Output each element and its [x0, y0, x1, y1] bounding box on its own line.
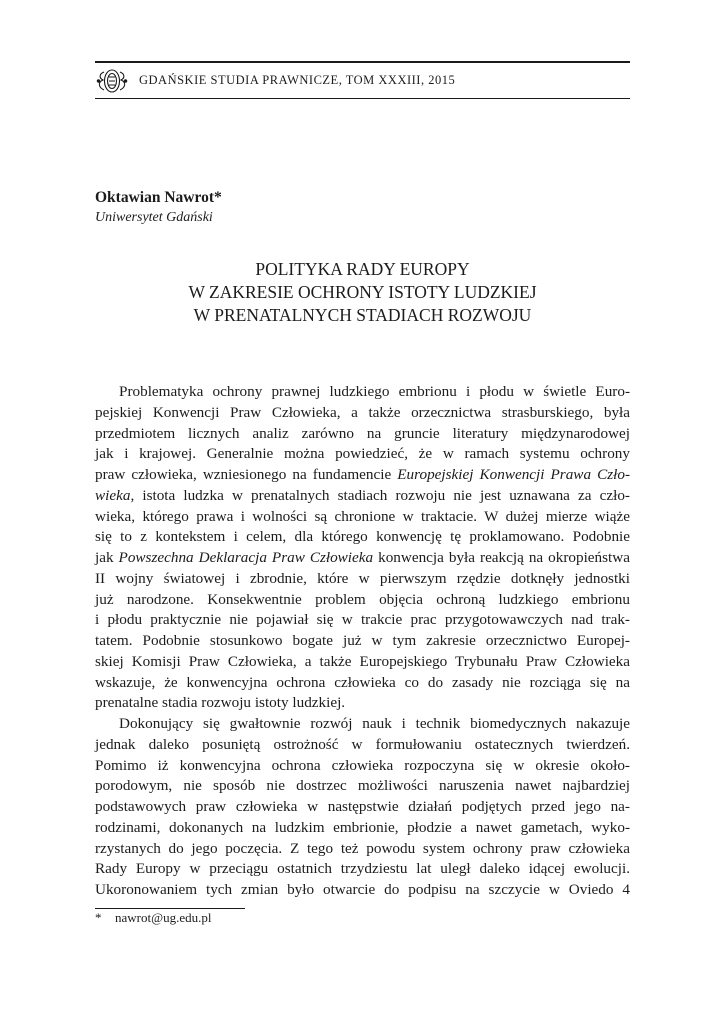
body-text: konwencja była reakcją na okropieństwa: [373, 549, 630, 566]
footnote-mark: *: [95, 910, 102, 925]
header-rule-bottom: [95, 98, 630, 99]
article-body: [95, 382, 630, 901]
footnote: [95, 910, 211, 926]
body-line: i płodu praktycznie nie pojawiał się w trakcie prac przygotowawczych nad trak-: [95, 611, 630, 629]
body-text: praw człowieka, wzniesionego na fundamencie: [95, 466, 398, 483]
body-line: pejskiej Konwencji Praw Człowieka, a także orzecznictwa strasburskiego, była: [95, 403, 630, 421]
body-line: Problematyka ochrony prawnej ludzkiego embrionu i płodu w świetle Euro-: [119, 383, 630, 400]
body-line: wieka, którego prawa i wolności są chronione w traktacie. W dużej mierze wiąże: [95, 507, 630, 525]
body-line: wskazuje, że konwencyjna ochrona człowieka co do zasady nie rozciąga się na: [95, 673, 630, 691]
body-line: tatem. Podobnie stosunkowo bogate już w tym zakresie orzecznictwo Europej-: [95, 632, 630, 649]
footnote-rule: [95, 908, 245, 909]
body-line: Pomimo iż konwencyjna ochrona człowieka rozpoczyna się w okresie około-: [95, 756, 630, 774]
body-line: II wojny światowej i zbrodnie, które w pierwszym rzędzie dotknęły jednostki: [95, 569, 630, 587]
article-title: [95, 258, 630, 327]
journal-seal-icon: [95, 66, 129, 96]
body-text: jak: [95, 549, 119, 566]
italic-reference: Powszechna Deklaracja Praw Człowieka: [118, 549, 374, 566]
body-line: jak i krajowej. Generalnie można powiedzieć, że w ramach systemu ochrony: [95, 445, 630, 463]
journal-header: GDAŃSKIE STUDIA PRAWNICZE, TOM XXXIII, 2015: [139, 73, 456, 87]
body-line: rzystanych do jego poczęcia. Z tego też powodu system ochrony praw człowieka: [95, 839, 630, 857]
italic-reference: wieka: [95, 486, 131, 504]
author-name: Oktawian Nawrot*: [95, 189, 222, 206]
body-line: [95, 548, 630, 569]
title-line: POLITYKA RADY EUROPY: [255, 259, 470, 279]
body-line: już narodzone. Konsekwentnie problem objęcia ochroną ludzkiego embrionu: [95, 590, 630, 608]
body-line: prenatalne stadia rozwoju istoty ludzkiej.: [95, 694, 346, 712]
author-email: nawrot@ug.edu.pl: [115, 910, 212, 925]
header-rule-top: [95, 61, 630, 63]
body-line: porodowym, nie sposób nie dostrzec możliwości naruszenia nawet najbardziej: [95, 777, 630, 795]
body-line: Rady Europy w przeciągu ostatnich trzydziestu lat uległ daleko idącej ewolucji.: [95, 860, 630, 878]
body-line: [95, 486, 630, 507]
body-line: skiej Komisji Praw Człowieka, a także Europejskiego Trybunału Praw Człowieka: [95, 652, 630, 670]
body-line: podstawowych praw człowieka w następstwie działań podjętych przed jego na-: [95, 798, 630, 815]
body-text: , istota ludzka w prenatalnych stadiach rozwoju nie jest uznawana za czło-: [130, 486, 630, 504]
body-line: jednak daleko posuniętą ostrożność w formułowaniu ostatecznych twierdzeń.: [95, 735, 630, 753]
author-affiliation: Uniwersytet Gdański: [95, 210, 213, 225]
italic-reference: Europejskiej Konwencji Prawa Czło-: [397, 466, 630, 483]
body-line: [95, 465, 630, 486]
body-line: Ukoronowaniem tych zmian było otwarcie do podpisu na szczycie w Oviedo 4: [95, 881, 630, 898]
body-line: się to z kontekstem i celem, dla którego konwencję tę proklamowano. Podobnie: [95, 528, 630, 546]
title-line: W ZAKRESIE OCHRONY ISTOTY LUDZKIEJ: [188, 282, 537, 302]
body-line: przedmiotem licznych analiz zarówno na gruncie literatury międzynarodowej: [95, 424, 630, 442]
body-line: rodzinami, dokonanych na ludzkim embrionie, płodzie a nawet gametach, wyko-: [95, 818, 630, 836]
body-line: Dokonujący się gwałtownie rozwój nauk i technik biomedycznych nakazuje: [119, 715, 630, 732]
title-line: W PRENATALNYCH STADIACH ROZWOJU: [193, 305, 532, 325]
